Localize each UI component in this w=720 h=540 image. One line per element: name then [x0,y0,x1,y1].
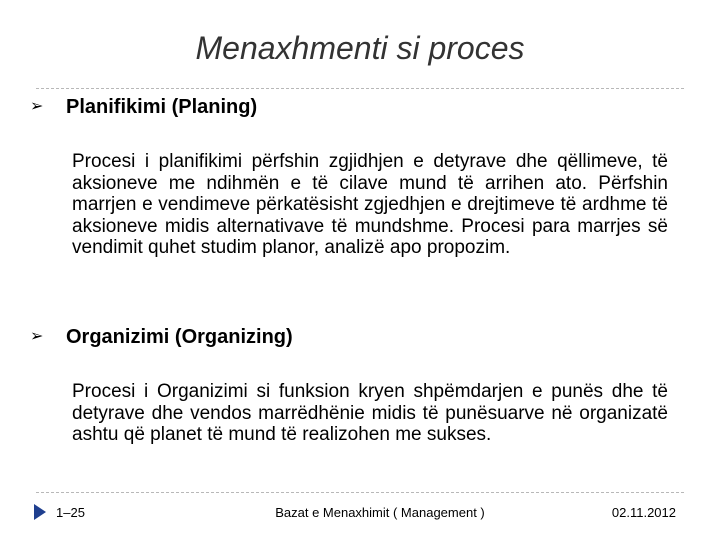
footer-date: 02.11.2012 [611,505,676,520]
arrowhead-bullet-icon: ➢ [30,98,44,115]
title-divider [36,88,684,89]
arrowhead-bullet-icon: ➢ [30,328,44,345]
slide-title: Menaxhmenti si proces [195,30,525,66]
section-text-planifikimi: Procesi i planifikimi përfshin zgjidhjen e detyrave dhe qëllimeve, të aksioneve me ndihmën e të cilave mund të arrihen ato. Përfshin marrjen e vendimeve përkatësisht zgjedhjen e drejtimeve të ardhme të aksioneve midis alternativave të mundshme. Procesi para marrjes së vendimit quhet studim planor, analizë apo propozim. [72,151,668,258]
footer-title: Bazat e Menaxhimit ( Management ) [275,505,485,520]
footer-divider [36,492,684,493]
footer-arrow-icon [34,504,46,520]
slide-number: 1–25 [56,505,85,520]
section-text-organizimi: Procesi i Organizimi si funksion kryen shpëmdarjen e punës dhe të detyrave dhe vendos marrëdhënie midis të punësuarve në organizatë ashtu që planet të mund të realizohen me sukses. [72,381,668,445]
section-heading-organizimi: Organizimi (Organizing) [66,326,293,348]
section-heading-planifikimi: Planifikimi (Planing) [66,96,258,118]
